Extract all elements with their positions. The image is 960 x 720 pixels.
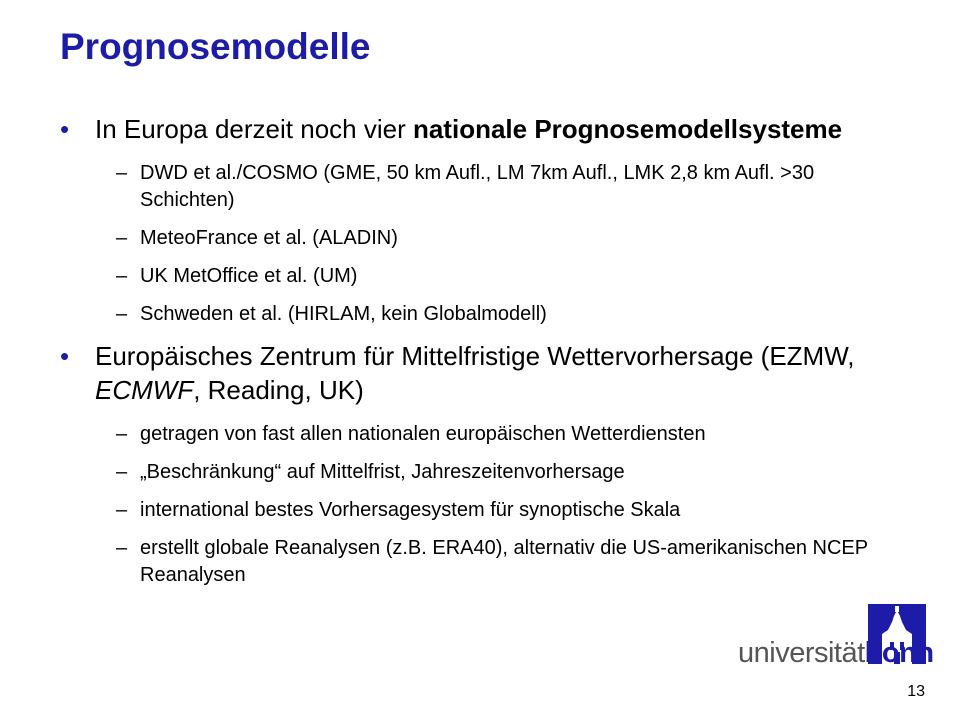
- dash-icon: –: [116, 537, 128, 559]
- dash-icon: –: [116, 461, 128, 483]
- sub-item: – Schweden et al. (HIRLAM, kein Globalmodell): [60, 301, 910, 328]
- sub-item: – getragen von fast allen nationalen europäischen Wetterdiensten: [60, 421, 910, 448]
- dash-icon: –: [116, 227, 128, 249]
- page-number: 13: [907, 683, 925, 700]
- university-logo: [738, 604, 934, 672]
- dash-icon: –: [116, 423, 128, 445]
- sub-list-2: [60, 421, 910, 589]
- bullet-item-2: [60, 339, 910, 407]
- bullet-icon: •: [60, 341, 70, 371]
- sub-item: – erstellt globale Reanalysen (z.B. ERA40), alternativ die US-amerikanischen NCEP Reanalysen: [116, 537, 868, 586]
- bullet-2-text: Europäisches Zentrum für Mittelfristige Wettervorhersage (EZMW, ECMWF, Reading, UK): [95, 341, 855, 405]
- dash-icon: –: [116, 303, 128, 325]
- dash-icon: –: [116, 499, 128, 521]
- sub-item: – UK MetOffice et al. (UM): [60, 263, 910, 290]
- bullet-item-1: [60, 112, 910, 146]
- dash-icon: –: [116, 162, 128, 184]
- sub-item: – international bestes Vorhersagesystem für synoptische Skala: [60, 497, 910, 524]
- slide-body: [60, 112, 910, 600]
- dash-icon: –: [116, 265, 128, 287]
- bullet-1-text: In Europa derzeit noch vier nationale Prognosemodellsysteme: [95, 114, 843, 144]
- logo-wordmark: universitätbonn: [738, 637, 934, 669]
- sub-item: – „Beschränkung“ auf Mittelfrist, Jahreszeitenvorhersage: [60, 459, 910, 486]
- sub-list-1: [60, 160, 910, 328]
- bullet-icon: •: [60, 114, 70, 144]
- sub-item: – DWD et al./COSMO (GME, 50 km Aufl., LM 7km Aufl., LMK 2,8 km Aufl. >30 Schichten): [116, 162, 815, 211]
- sub-item: – MeteoFrance et al. (ALADIN): [60, 225, 910, 252]
- slide-title: Prognosemodelle: [60, 26, 371, 67]
